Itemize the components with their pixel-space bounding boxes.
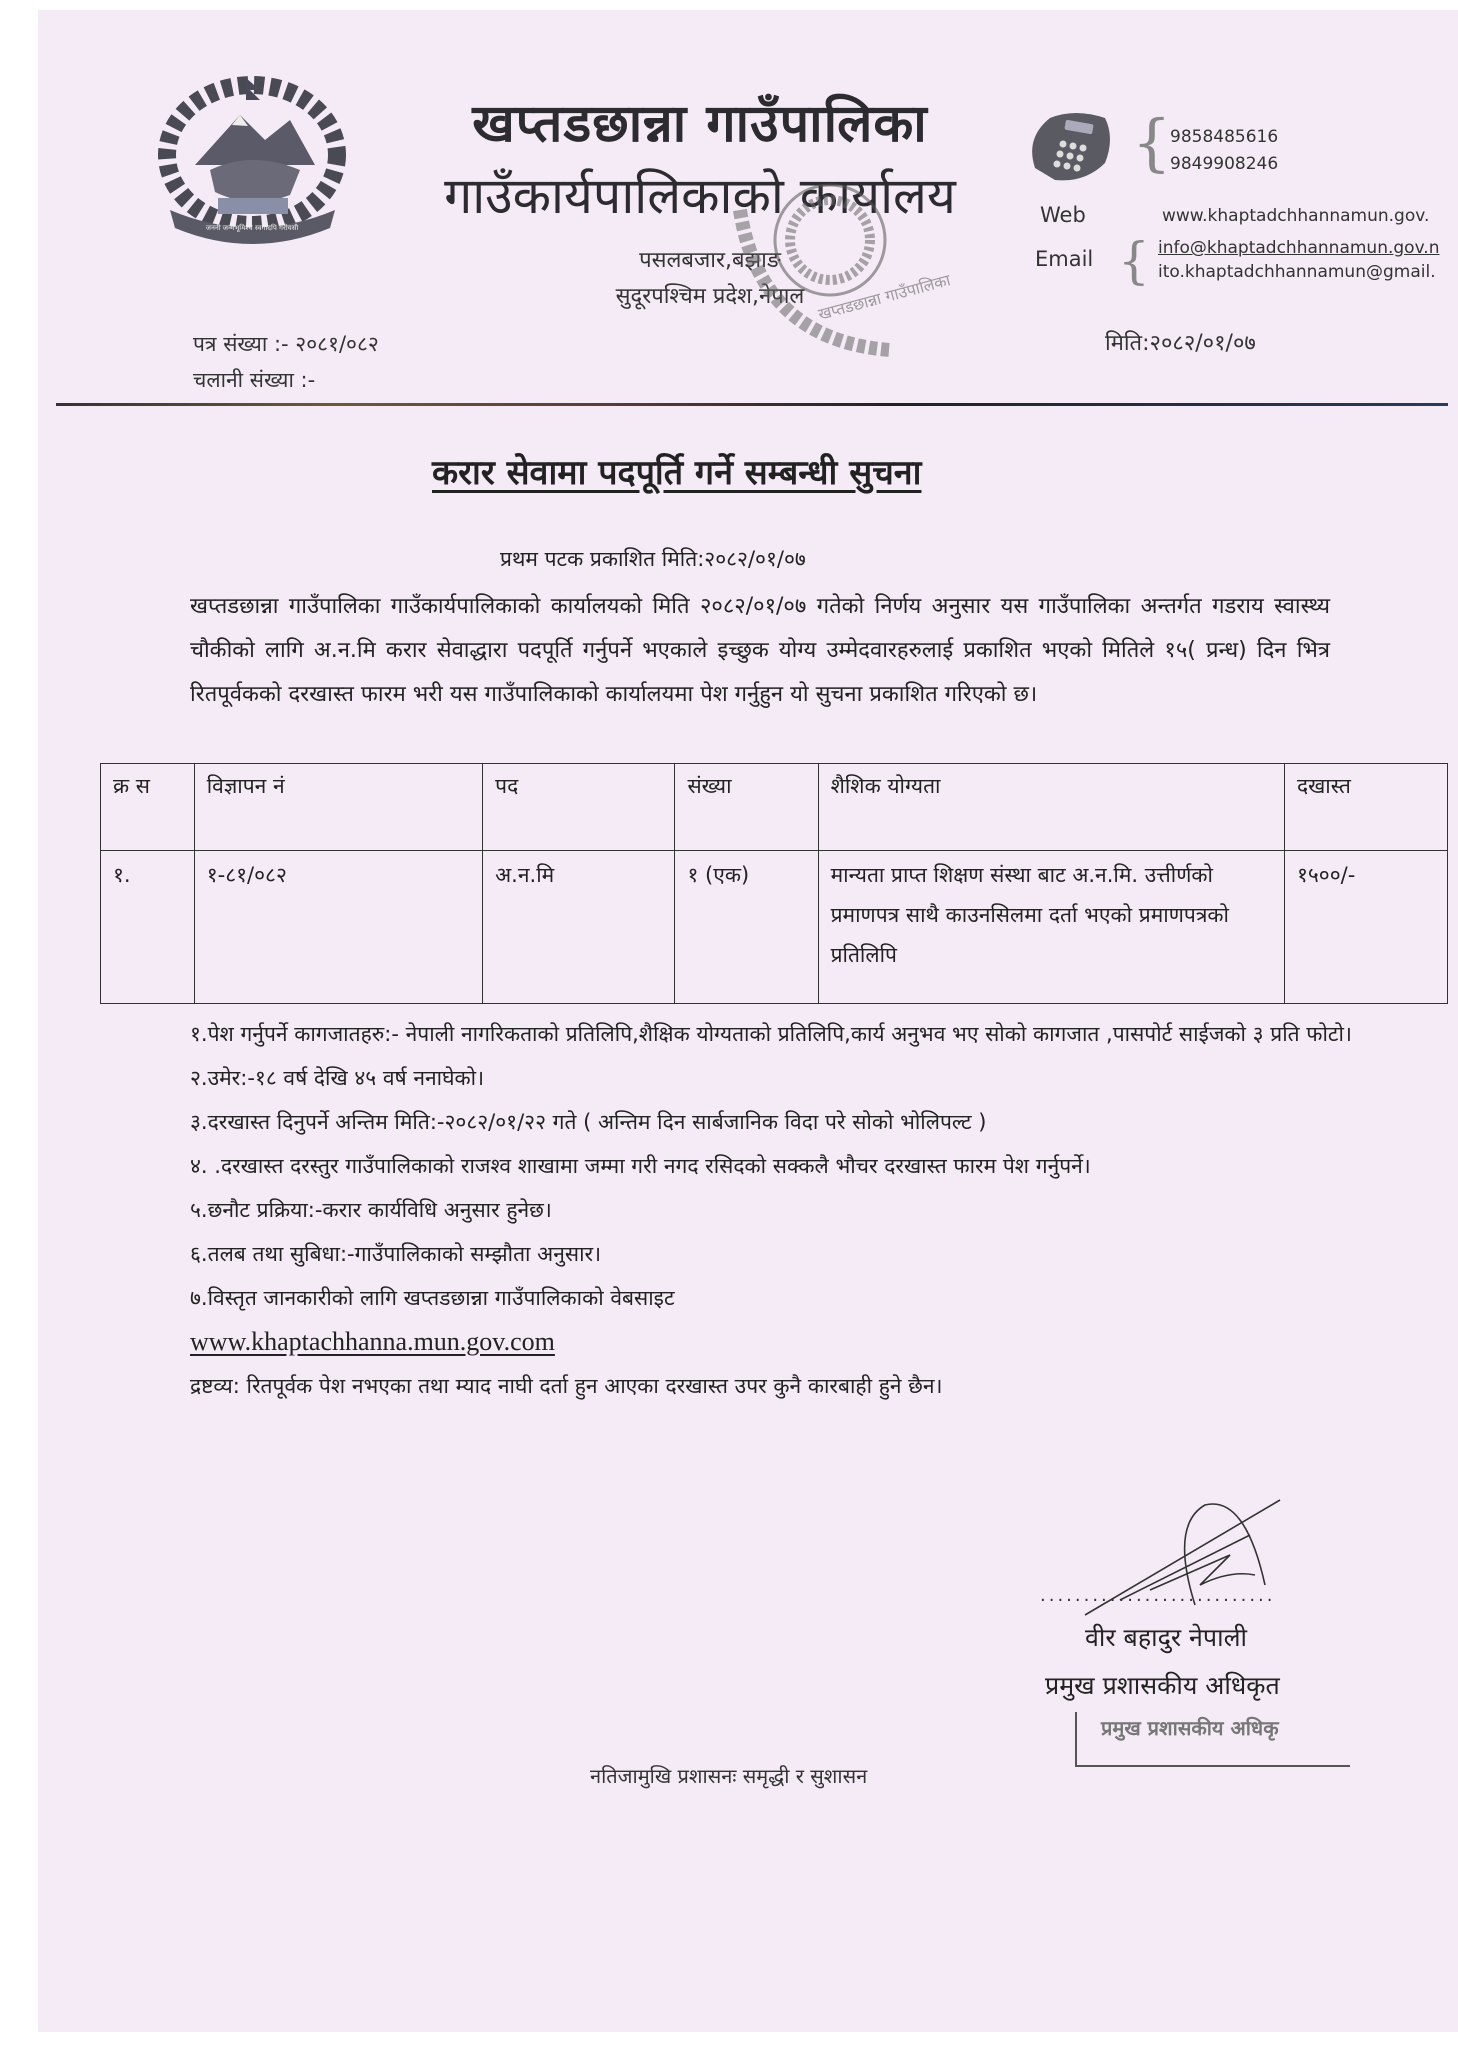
emblem-motto: जननी जन्मभूमिश्च स्वर्गादपि गरीयसी xyxy=(205,224,299,232)
stamp-text: खप्तडछान्ना गाउँपालिका xyxy=(816,270,953,324)
designation-stamp: प्रमुख प्रशासकीय अधिकृ xyxy=(1075,1712,1350,1767)
address-line-2: सुदूरपश्चिम प्रदेश,नेपाल xyxy=(615,284,805,309)
email-address-2[interactable]: ito.khaptadchhannamun@gmail. xyxy=(1158,262,1436,282)
cell-ad-no: १-८१/०८२ xyxy=(194,851,482,1004)
table-header-row xyxy=(101,764,1448,851)
web-address[interactable]: www.khaptadchhannamun.gov. xyxy=(1162,206,1430,226)
col-header-post: पद xyxy=(483,764,675,851)
published-date: प्रथम पटक प्रकाशित मिति:२०८२/०१/०७ xyxy=(500,547,806,571)
office-stamp-icon xyxy=(700,170,953,380)
condition-item: ७.विस्तृत जानकारीको लागि खप्तडछान्ना गाउँपालिकाको वेबसाइट xyxy=(190,1286,675,1310)
email-label: Email xyxy=(1035,247,1094,271)
letter-date: मिति:२०८२/०१/०७ xyxy=(1105,331,1256,356)
cell-serial: १. xyxy=(101,851,195,1004)
phone-number-1: 9858485616 xyxy=(1170,127,1279,147)
condition-item: ६.तलब तथा सुबिधा:-गाउँपालिकाको सम्झौता अनुसार। xyxy=(190,1242,602,1266)
dispatch-number: चलानी संख्या :- xyxy=(193,368,316,392)
condition-item: ४. .दरखास्त दरस्तुर गाउँपालिकाको राजश्व शाखामा जम्मा गरी नगद रसिदको सक्कलै भौचर दरखास्त फारम पेश गर्नुपर्ने। xyxy=(190,1154,1091,1178)
phone-number-2: 9849908246 xyxy=(1170,154,1279,174)
col-header-serial: क्र स xyxy=(101,764,195,851)
cell-post: अ.न.मि xyxy=(483,851,675,1004)
header-divider xyxy=(56,403,1448,406)
vacancy-table xyxy=(100,763,1448,1004)
cell-fee: १५००/- xyxy=(1284,851,1447,1004)
signatory-title: प्रमुख प्रशासकीय अधिकृत xyxy=(1045,1671,1280,1700)
condition-item: १.पेश गर्नुपर्ने कागजातहरु:- नेपाली नागरिकताको प्रतिलिपि,शैक्षिक योग्यताको प्रतिलिपि,कार्य अनुभव भए सोको कागजात ,पासपोर्ट साईजको ३ प्रति फोटो। xyxy=(190,1022,1352,1046)
letter-number: पत्र संख्या :- २०८१/०८२ xyxy=(193,332,379,356)
signatory-name: वीर बहादुर नेपाली xyxy=(1085,1623,1247,1652)
website-link[interactable]: www.khaptachhanna.mun.gov.com xyxy=(190,1327,555,1356)
condition-item: २.उमेर:-१८ वर्ष देखि ४५ वर्ष ननाघेको। xyxy=(190,1066,485,1090)
col-header-ad-no: विज्ञापन नं xyxy=(194,764,482,851)
cell-qualification: मान्यता प्राप्त शिक्षण संस्था बाट अ.न.मि. उत्तीर्णको प्रमाणपत्र साथै काउनसिलमा दर्ता भएको प्रमाणपत्रको प्रतिलिपि xyxy=(818,851,1284,1004)
cell-count: १ (एक) xyxy=(675,851,818,1004)
notice-subject: करार सेवामा पदपूर्ति गर्ने सम्बन्धी सुचना xyxy=(432,453,922,493)
conditions-list xyxy=(190,1012,1370,1408)
email-address-1[interactable]: info@khaptadchhannamun.gov.n xyxy=(1158,238,1440,258)
col-header-fee: दखास्त xyxy=(1284,764,1447,851)
web-label: Web xyxy=(1040,203,1086,227)
note: द्रष्टव्य: रितपूर्वक पेश नभएका तथा म्याद नाघी दर्ता हुन आएका दरखास्त उपर कुनै कारबाही हुने छैन। xyxy=(190,1374,943,1398)
condition-item: ३.दरखास्त दिनुपर्ने अन्तिम मिति:-२०८२/०१/२२ गते ( अन्तिम दिन सार्बजानिक विदा परे सोको भोलिपल्ट ) xyxy=(190,1110,987,1134)
notice-body: खप्तडछान्ना गाउँपालिका गाउँकार्यपालिकाको कार्यालयको मिति २०८२/०१/०७ गतेको निर्णय अनुसार यस गाउँपालिका अन्तर्गत गडराय स्वास्थ्य चौकीको लागि अ.न.मि करार सेवाद्धारा पदपूर्ति गर्नुपर्ने भएकाले इच्छुक योग्य उम्मेदवारहरुलाई प्रकाशित भएको मितिले १५( प्रन्ध) दिन भित्र रितपूर्वकको दरखास्त फारम भरी यस गाउँपालिकाको कार्यालयमा पेश गर्नुहुन यो सुचना प्रकाशित गरिएको छ। xyxy=(190,594,1330,707)
office-name: गाउँकार्यपालिकाको कार्यालय xyxy=(444,167,956,225)
signature-icon xyxy=(1080,1495,1340,1635)
signature-line: ........................... xyxy=(1040,1585,1276,1606)
address-line-1: पसलबजार,बझाङ xyxy=(639,248,781,273)
condition-item: ५.छनौट प्रक्रिया:-करार कार्यविधि अनुसार हुनेछ। xyxy=(190,1198,552,1222)
footer-slogan: नतिजामुखि प्रशासनः समृद्धी र सुशासन xyxy=(590,1764,868,1788)
nepal-emblem-icon xyxy=(140,70,365,250)
municipality-name: खप्तडछान्ना गाउँपालिका xyxy=(472,94,928,154)
table-row xyxy=(101,851,1448,1004)
col-header-qualification: शैशिक योग्यता xyxy=(818,764,1284,851)
phone-brace: { xyxy=(1132,106,1172,179)
telephone-icon xyxy=(1025,108,1115,188)
col-header-count: संख्या xyxy=(675,764,818,851)
email-brace: { xyxy=(1118,232,1150,290)
